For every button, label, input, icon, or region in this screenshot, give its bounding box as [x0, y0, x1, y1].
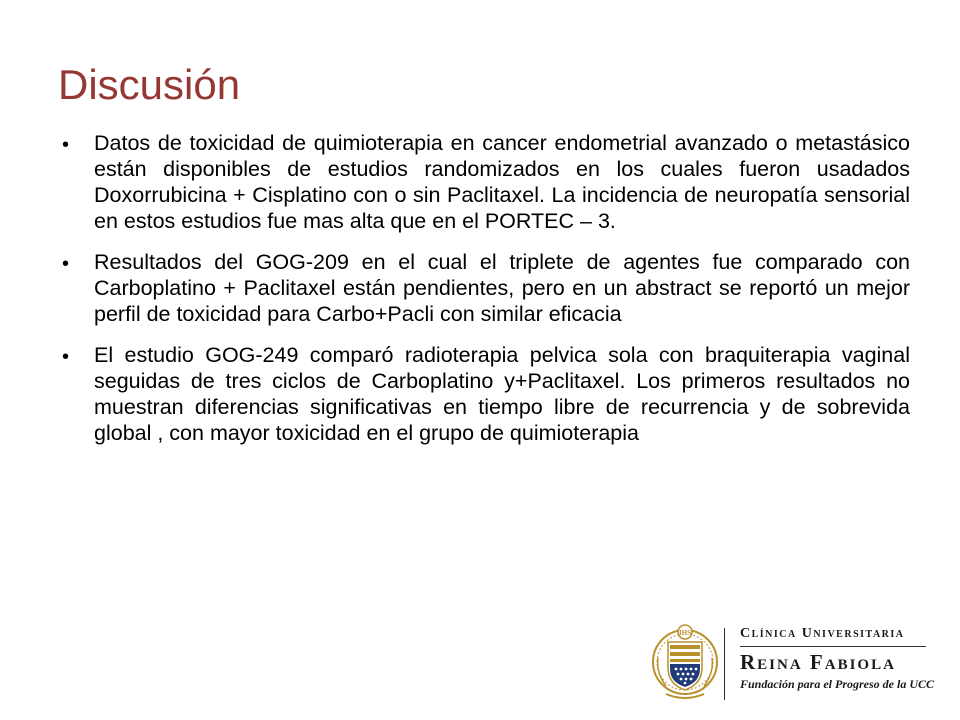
bullet-icon: •	[62, 253, 70, 275]
bullet-list	[58, 130, 910, 461]
bullet-item	[58, 130, 910, 234]
bullet-item	[58, 342, 910, 446]
bullet-icon: •	[62, 134, 70, 156]
bullet-text: El estudio GOG-249 comparó radioterapia pelvica sola con braquiterapia vaginal seguidas de tres ciclos de Carboplatino y+Paclitaxel. Los primeros resultados no muestran diferencias significativas en tiempo libre de recurrencia y de sobrevida global , con mayor toxicidad en el grupo de quimioterapia	[94, 343, 910, 445]
logo-line3: Fundación para el Progreso de la UCC	[740, 677, 935, 691]
university-seal-icon	[650, 618, 720, 708]
logo-text	[740, 624, 940, 693]
slide-title: Discusión	[58, 61, 241, 108]
logo-rule	[740, 646, 926, 647]
logo-line2: Reina Fabiola	[740, 650, 896, 674]
logo-divider	[724, 628, 725, 700]
clinic-logo	[650, 618, 940, 708]
seal-text: IHS	[678, 629, 692, 637]
bullet-text: Resultados del GOG-209 en el cual el triplete de agentes fue comparado con Carboplatino + Paclitaxel están pendientes, pero en un abstract se reportó un mejor perfil de toxicidad para Carbo+Pacli con similar eficacia	[94, 250, 910, 326]
bullet-text: Datos de toxicidad de quimioterapia en cancer endometrial avanzado o metastásico están disponibles de estudios randomizados en los cuales fueron usadados Doxorrubicina + Cisplatino con o sin Paclitaxel. La incidencia de neuropatía sensorial en estos estudios fue mas alta que en el PORTEC – 3.	[94, 131, 910, 233]
logo-line1: Clínica Universitaria	[740, 626, 905, 641]
bullet-item	[58, 249, 910, 327]
bullet-icon: •	[62, 346, 70, 368]
